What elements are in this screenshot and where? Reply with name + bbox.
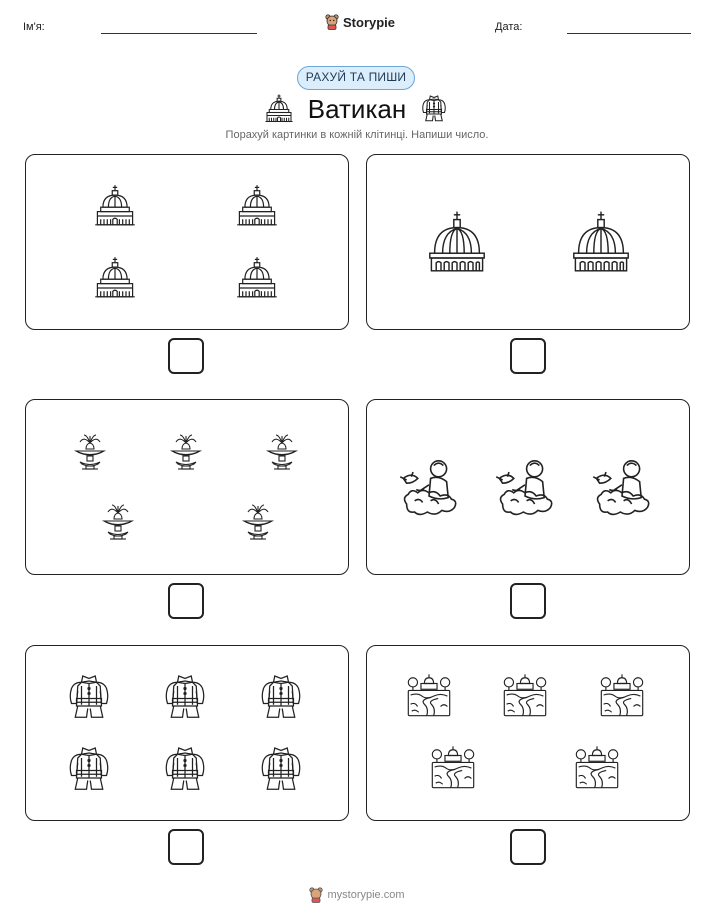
basilica-icon <box>93 180 137 235</box>
angel-dove-icon <box>493 450 557 531</box>
counting-panel-2 <box>366 154 690 330</box>
bear-mascot-icon <box>325 14 339 30</box>
brand-logo <box>325 14 395 30</box>
answer-box-3[interactable] <box>168 583 204 619</box>
guard-uniform-icon <box>256 740 306 801</box>
footer <box>0 887 714 903</box>
vatican-garden-icon <box>599 671 645 724</box>
vatican-garden-icon <box>574 743 620 796</box>
fountain-icon <box>70 425 110 482</box>
basilica-icon <box>235 252 279 307</box>
fountain-icon <box>166 425 206 482</box>
vatican-garden-icon <box>430 743 476 796</box>
footer-site[interactable]: mystorypie.com <box>327 889 405 901</box>
fountain-icon <box>98 495 138 552</box>
name-field[interactable] <box>101 33 257 34</box>
counting-panel-5 <box>25 645 349 821</box>
brand-name: Storypie <box>343 14 396 30</box>
answer-box-5[interactable] <box>168 829 204 865</box>
angel-dove-icon <box>590 450 654 531</box>
guard-uniform-icon <box>160 740 210 801</box>
counting-panel-3 <box>25 399 349 575</box>
fountain-icon <box>262 425 302 482</box>
fountain-icon <box>238 495 278 552</box>
basilica-icon <box>235 180 279 235</box>
counting-panel-4 <box>366 399 690 575</box>
dome-icon <box>425 207 489 282</box>
worksheet-badge: РАХУЙ ТА ПИШИ <box>297 66 415 90</box>
date-field[interactable] <box>567 33 691 34</box>
guard-uniform-icon <box>256 668 306 729</box>
dome-icon <box>569 207 633 282</box>
answer-box-1[interactable] <box>168 338 204 374</box>
answer-box-4[interactable] <box>510 583 546 619</box>
guard-uniform-icon <box>160 668 210 729</box>
instructions: Порахуй картинки в кожній клітинці. Напиши число. <box>225 129 489 141</box>
basilica-icon <box>93 252 137 307</box>
counting-panel-1 <box>25 154 349 330</box>
guard-uniform-icon <box>419 92 449 129</box>
vatican-garden-icon <box>406 671 452 724</box>
guard-uniform-icon <box>64 668 114 729</box>
answer-box-6[interactable] <box>510 829 546 865</box>
guard-uniform-icon <box>64 740 114 801</box>
name-label: Ім'я: <box>23 21 45 33</box>
angel-dove-icon <box>397 450 461 531</box>
answer-box-2[interactable] <box>510 338 546 374</box>
counting-panel-6 <box>366 645 690 821</box>
worksheet-title: Ватикан <box>307 94 407 124</box>
bear-mascot-icon <box>309 887 323 903</box>
vatican-garden-icon <box>502 671 548 724</box>
date-label: Дата: <box>495 21 523 33</box>
